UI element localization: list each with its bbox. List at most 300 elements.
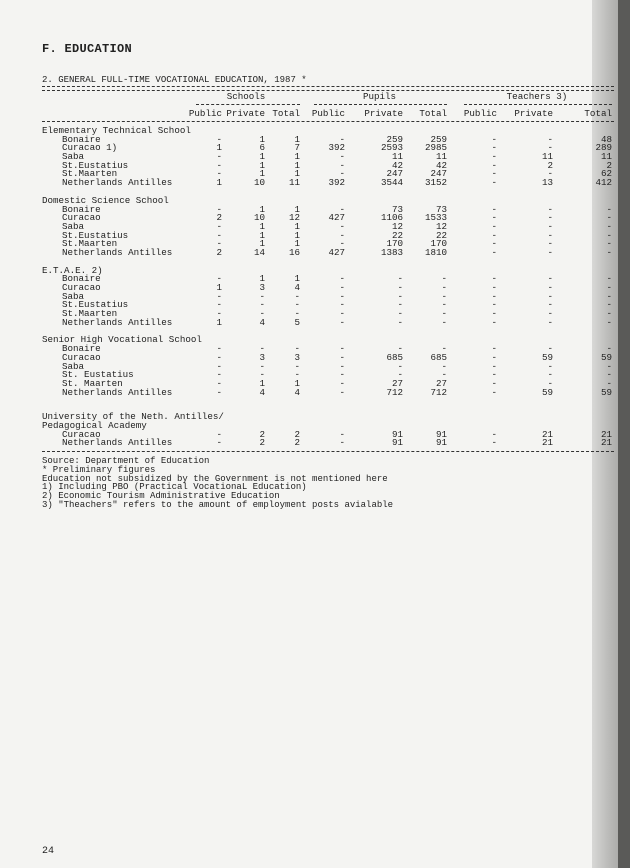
table-cell: -	[491, 386, 497, 398]
table-cell: 1	[259, 273, 265, 285]
table-cell: -	[491, 299, 497, 311]
column-header: Private	[514, 108, 553, 119]
row-label: Curacao 1)	[62, 142, 118, 154]
table-cell: -	[397, 308, 403, 320]
table-cell: -	[397, 369, 403, 381]
table-row	[42, 316, 614, 328]
table-cell: 712	[386, 386, 403, 398]
table-cell: -	[491, 360, 497, 372]
row-label: Bonaire	[62, 203, 101, 215]
table-cell: -	[259, 360, 265, 372]
section-heading: University of the Neth. Antilles/	[42, 411, 224, 423]
table-cell: 170	[430, 238, 447, 250]
table-cell: -	[216, 299, 222, 311]
table-cell: -	[491, 159, 497, 171]
table-cell: -	[339, 437, 345, 449]
table-cell: 685	[430, 351, 447, 363]
row-label: Bonaire	[62, 343, 101, 355]
table-row	[42, 301, 614, 310]
footnote: * Preliminary figures	[42, 464, 156, 475]
table-cell: -	[606, 273, 612, 285]
row-label: Netherlands Antilles	[62, 316, 173, 328]
table-cell: 11	[600, 151, 612, 163]
table-cell: 1	[259, 159, 265, 171]
column-header: Private	[226, 108, 265, 119]
footnote: 3) "Theachers" refers to the amount of employment posts avialable	[42, 499, 394, 510]
table-cell: -	[339, 229, 345, 241]
row-label: Curacao	[62, 351, 101, 363]
table-row	[42, 159, 614, 171]
table-cell: -	[397, 273, 403, 285]
table-cell: -	[491, 308, 497, 320]
row-label: St.Eustatius	[62, 299, 129, 311]
table-cell: -	[259, 343, 265, 355]
table-cell: -	[216, 220, 222, 232]
table-cell: 1	[259, 168, 265, 180]
header-bottom-rule	[42, 121, 614, 122]
column-header: Public	[188, 108, 222, 119]
table-cell: -	[397, 343, 403, 355]
footnote: Education not subsidized by the Government is not mentioned here	[42, 473, 388, 484]
table-cell: -	[216, 133, 222, 145]
table-cell: 3544	[380, 177, 403, 189]
table-row	[42, 275, 614, 284]
table-cell: -	[216, 428, 222, 440]
table-cell: 1	[294, 168, 300, 180]
table-cell: -	[491, 133, 497, 145]
table-cell: 21	[600, 437, 612, 449]
table-cell: -	[216, 229, 222, 241]
row-label: Saba	[62, 290, 85, 302]
table-row	[42, 371, 614, 380]
table-cell: 91	[391, 437, 403, 449]
table-cell: -	[491, 351, 497, 363]
table-row	[42, 214, 614, 223]
table-cell: -	[339, 151, 345, 163]
table-cell: 1	[216, 177, 222, 189]
table-row	[42, 351, 614, 363]
row-label: St.Maarten	[62, 308, 118, 320]
table-cell: -	[216, 273, 222, 285]
table-row	[42, 179, 614, 188]
column-header: Total	[584, 108, 612, 119]
table-cell: 1	[259, 203, 265, 215]
table-cell: -	[441, 360, 447, 372]
table-cell: -	[441, 299, 447, 311]
table-cell: -	[294, 308, 300, 320]
table-bottom-rule	[42, 451, 614, 452]
table-cell: -	[339, 133, 345, 145]
table-cell: -	[259, 308, 265, 320]
group-header-pupils: Pupils	[362, 91, 397, 102]
table-cell: -	[339, 290, 345, 302]
table-cell: -	[441, 316, 447, 328]
table-cell: -	[491, 290, 497, 302]
top-rule	[42, 86, 614, 87]
table-cell: -	[339, 308, 345, 320]
table-cell: -	[216, 377, 222, 389]
table-row	[42, 144, 614, 153]
table-cell: 1	[294, 273, 300, 285]
table-cell: -	[606, 343, 612, 355]
table-cell: -	[606, 299, 612, 311]
table-cell: 1	[294, 229, 300, 241]
row-label: St. Eustatius	[62, 369, 134, 381]
table-cell: 2	[259, 437, 265, 449]
table-cell: 2	[294, 428, 300, 440]
row-label: St.Maarten	[62, 238, 118, 250]
section-heading: Senior High Vocational School	[42, 334, 202, 346]
table-cell: 11	[435, 151, 447, 163]
table-cell: 1	[294, 203, 300, 215]
table-cell: -	[547, 133, 553, 145]
table-cell: -	[491, 203, 497, 215]
table-cell: 12	[435, 220, 447, 232]
table-cell: 427	[328, 212, 345, 224]
row-label: Saba	[62, 220, 85, 232]
table-cell: -	[606, 212, 612, 224]
table-row	[42, 229, 614, 241]
table-cell: 62	[600, 168, 612, 180]
table-cell: 392	[328, 177, 345, 189]
table-cell: 1	[259, 229, 265, 241]
table-cell: 42	[435, 159, 447, 171]
table-row	[42, 284, 614, 293]
table-cell: -	[547, 369, 553, 381]
table-cell: -	[339, 168, 345, 180]
table-cell: -	[491, 151, 497, 163]
table-cell: 2	[216, 246, 222, 258]
table-cell: -	[547, 229, 553, 241]
table-title: 2. GENERAL FULL-TIME VOCATIONAL EDUCATION, 1987 *	[42, 75, 307, 85]
table-cell: -	[606, 282, 612, 293]
table-cell: 91	[435, 428, 447, 440]
table-cell: -	[216, 308, 222, 320]
row-label: St.Eustatius	[62, 229, 129, 241]
table-cell: -	[397, 282, 403, 293]
table-cell: -	[294, 299, 300, 311]
table-cell: -	[216, 360, 222, 372]
table-cell: 1	[294, 159, 300, 171]
table-cell: -	[339, 203, 345, 215]
table-cell: -	[491, 316, 497, 328]
table-cell: 21	[541, 428, 553, 440]
table-cell: -	[491, 282, 497, 293]
table-cell: 91	[391, 428, 403, 440]
table-cell: -	[216, 151, 222, 163]
column-header: Total	[272, 108, 300, 119]
table-cell: 11	[541, 151, 553, 163]
row-label: Netherlands Antilles	[62, 246, 173, 258]
table-cell: -	[606, 316, 612, 328]
table-cell: 2	[259, 428, 265, 440]
table-cell: 1	[259, 220, 265, 232]
table-cell: 412	[595, 177, 612, 189]
table-cell: 3	[259, 282, 265, 293]
row-label: St.Maarten	[62, 168, 118, 180]
table-cell: -	[216, 386, 222, 398]
table-cell: 170	[386, 238, 403, 250]
table-cell: -	[491, 369, 497, 381]
row-label: St.Eustatius	[62, 159, 129, 171]
table-cell: 59	[541, 386, 553, 398]
footnote: Source: Department of Education	[42, 456, 210, 466]
table-cell: -	[441, 369, 447, 381]
table-cell: -	[606, 220, 612, 232]
table-cell: -	[441, 308, 447, 320]
table-cell: 7	[294, 142, 300, 154]
table-cell: -	[294, 360, 300, 372]
table-cell: -	[216, 238, 222, 250]
section-heading: Elementary Technical School	[42, 125, 191, 136]
column-header: Public	[463, 108, 497, 119]
table-cell: 21	[600, 428, 612, 440]
table-row	[42, 439, 614, 448]
table-cell: -	[441, 282, 447, 293]
table-cell: -	[606, 290, 612, 302]
footnotes	[42, 457, 393, 510]
table-cell: -	[491, 229, 497, 241]
table-cell: 259	[386, 133, 403, 145]
table-cell: 1	[216, 282, 222, 293]
table-cell: -	[491, 343, 497, 355]
table-cell: -	[606, 360, 612, 372]
table-cell: -	[547, 246, 553, 258]
table-cell: 6	[259, 142, 265, 154]
table-cell: -	[547, 308, 553, 320]
table-cell: -	[547, 377, 553, 389]
table-cell: -	[491, 437, 497, 449]
table-cell: -	[441, 343, 447, 355]
table-cell: 289	[595, 142, 612, 154]
table-cell: -	[491, 168, 497, 180]
table-cell: -	[339, 282, 345, 293]
table-cell: -	[294, 369, 300, 381]
table-cell: 1	[259, 238, 265, 250]
table-cell: 2	[606, 159, 612, 171]
table-cell: -	[339, 273, 345, 285]
table-cell: -	[491, 220, 497, 232]
table-cell: 3	[259, 351, 265, 363]
schools-rule	[196, 104, 300, 105]
table-cell: -	[547, 299, 553, 311]
section-heading: Domestic Science School	[42, 194, 169, 206]
row-label: Curacao	[62, 282, 101, 293]
table-cell: -	[339, 238, 345, 250]
table-cell: 1	[216, 316, 222, 328]
table-cell: 27	[435, 377, 447, 389]
table-cell: -	[339, 159, 345, 171]
table-cell: 1	[294, 133, 300, 145]
column-header: Public	[311, 108, 345, 119]
table-cell: -	[441, 273, 447, 285]
table-cell: -	[339, 428, 345, 440]
table-cell: -	[339, 220, 345, 232]
data-table	[42, 127, 614, 448]
row-label: Curacao	[62, 212, 101, 224]
table-cell: -	[339, 351, 345, 363]
table-cell: -	[491, 246, 497, 258]
table-cell: 2593	[380, 142, 403, 154]
table-cell: -	[606, 308, 612, 320]
table-cell: 392	[328, 142, 345, 154]
table-cell: 12	[391, 220, 403, 232]
row-label: Netherlands Antilles	[62, 437, 173, 449]
row-label: Netherlands Antilles	[62, 386, 173, 398]
table-row	[42, 386, 614, 398]
table-cell: 712	[430, 386, 447, 398]
table-cell: -	[339, 369, 345, 381]
row-label: Netherlands Antilles	[62, 177, 173, 189]
table-cell: -	[216, 437, 222, 449]
table-cell: -	[294, 290, 300, 302]
section-heading: E.T.A.E. 2)	[42, 264, 103, 276]
table-cell: 1	[216, 142, 222, 154]
table-cell: 1533	[424, 212, 447, 224]
table-cell: -	[606, 203, 612, 215]
table-cell: 1	[259, 151, 265, 163]
table-cell: -	[547, 203, 553, 215]
table-cell: -	[547, 360, 553, 372]
table-cell: -	[294, 343, 300, 355]
table-cell: -	[547, 168, 553, 180]
table-cell: 11	[391, 151, 403, 163]
table-cell: 1810	[424, 246, 447, 258]
table-cell: 91	[435, 437, 447, 449]
table-cell: 59	[600, 386, 612, 398]
table-cell: -	[397, 316, 403, 328]
footnote: 1) Including PBO (Practical VocationaL Education)	[42, 482, 307, 493]
table-cell: -	[547, 212, 553, 224]
table-cell: -	[216, 203, 222, 215]
table-cell: -	[547, 316, 553, 328]
table-cell: 10	[253, 212, 265, 224]
table-cell: -	[547, 142, 553, 154]
table-cell: 21	[541, 437, 553, 449]
table-cell: 1	[259, 377, 265, 389]
table-cell: -	[397, 299, 403, 311]
table-cell: 1	[259, 133, 265, 145]
table-cell: -	[339, 299, 345, 311]
table-cell: -	[547, 343, 553, 355]
table-cell: -	[216, 290, 222, 302]
table-cell: -	[339, 316, 345, 328]
table-cell: -	[339, 377, 345, 389]
table-cell: -	[339, 386, 345, 398]
table-cell: -	[441, 290, 447, 302]
table-cell: 685	[386, 351, 403, 363]
table-cell: -	[606, 246, 612, 258]
table-cell: -	[547, 282, 553, 293]
table-cell: -	[606, 229, 612, 241]
column-header: Private	[364, 108, 403, 119]
section-title: F. EDUCATION	[42, 42, 133, 56]
table-cell: 1	[294, 151, 300, 163]
table-cell: -	[491, 273, 497, 285]
table-cell: -	[259, 290, 265, 302]
table-cell: 10	[253, 177, 265, 189]
table-cell: 1	[294, 238, 300, 250]
table-cell: -	[547, 290, 553, 302]
table-cell: -	[216, 159, 222, 171]
table-cell: -	[491, 142, 497, 154]
table-cell: 16	[288, 246, 300, 258]
table-cell: 1383	[380, 246, 403, 258]
table-cell: 1	[294, 220, 300, 232]
table-cell: -	[216, 351, 222, 363]
table-cell: 2	[294, 437, 300, 449]
table-cell: 42	[391, 159, 403, 171]
table-cell: -	[606, 238, 612, 250]
table-cell: 4	[259, 316, 265, 328]
table-row	[42, 345, 614, 354]
table-cell: 3	[294, 351, 300, 363]
section-heading: Pedagogical Academy	[42, 419, 147, 431]
table-row	[42, 246, 614, 258]
group-header-schools: Schools	[226, 91, 266, 102]
footnote: 2) Economic Tourism Administrative Education	[42, 491, 280, 502]
table-cell: -	[397, 360, 403, 372]
row-label: Saba	[62, 151, 85, 163]
table-cell: -	[547, 220, 553, 232]
table-cell: 4	[259, 386, 265, 398]
scan-edge-dark	[618, 0, 630, 868]
table-cell: 2985	[424, 142, 447, 154]
table-cell: -	[216, 343, 222, 355]
table-cell: 1	[294, 377, 300, 389]
column-header: Total	[419, 108, 447, 119]
table-cell: 2	[547, 159, 553, 171]
table-cell: 22	[435, 229, 447, 241]
table-cell: 2	[216, 212, 222, 224]
table-cell: 73	[435, 203, 447, 215]
table-cell: 48	[600, 133, 612, 145]
page-number: 24	[42, 846, 55, 857]
table-cell: 5	[294, 316, 300, 328]
table-cell: 14	[253, 246, 265, 258]
table-cell: -	[216, 168, 222, 180]
table-cell: -	[547, 273, 553, 285]
table-cell: 12	[288, 212, 300, 224]
spacer	[42, 258, 614, 267]
table-cell: -	[491, 238, 497, 250]
table-cell: -	[491, 377, 497, 389]
table-cell: -	[339, 343, 345, 355]
table-cell: 4	[294, 282, 300, 293]
table-cell: 259	[430, 133, 447, 145]
row-label: St. Maarten	[62, 377, 123, 389]
row-label: Bonaire	[62, 273, 101, 285]
table-cell: 1106	[380, 212, 403, 224]
table-cell: 427	[328, 246, 345, 258]
table-cell: 11	[288, 177, 300, 189]
table-cell: -	[259, 369, 265, 381]
table-cell: -	[491, 428, 497, 440]
table-cell: 59	[541, 351, 553, 363]
table-cell: 27	[391, 377, 403, 389]
table-cell: 4	[294, 386, 300, 398]
table-cell: -	[216, 369, 222, 381]
table-cell: -	[339, 360, 345, 372]
table-cell: -	[491, 177, 497, 189]
table-cell: 247	[386, 168, 403, 180]
table-cell: 73	[391, 203, 403, 215]
table-cell: 59	[600, 351, 612, 363]
table-cell: -	[491, 212, 497, 224]
teachers-rule	[464, 104, 612, 105]
group-header-teachers: Teachers 3)	[506, 91, 568, 102]
table-cell: 3152	[424, 177, 447, 189]
